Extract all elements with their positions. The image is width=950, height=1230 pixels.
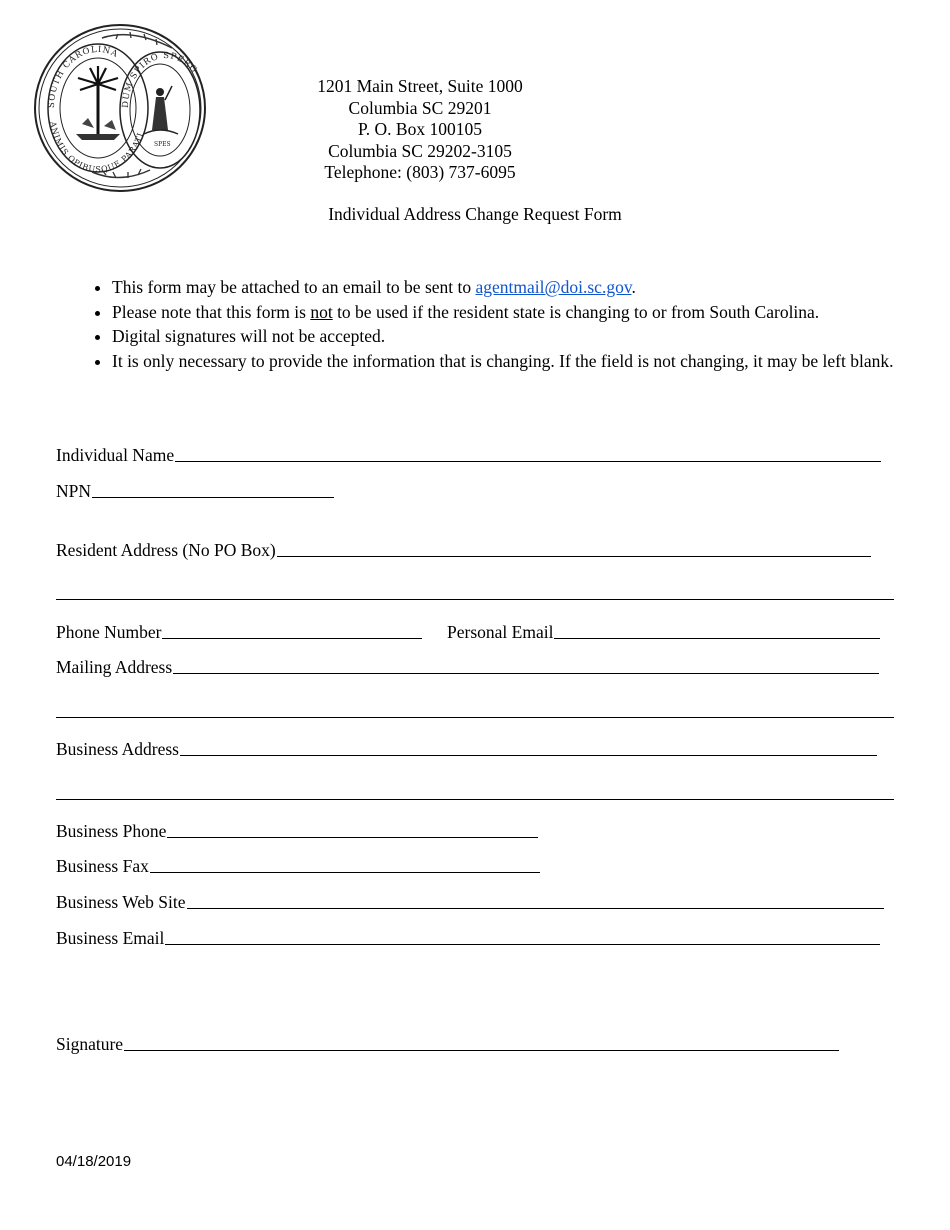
business-email-label: Business Email — [56, 928, 165, 948]
agentmail-email-link[interactable]: agentmail@doi.sc.gov — [475, 277, 632, 297]
resident-address-label: Resident Address (No PO Box) — [56, 540, 276, 560]
instruction-item: • Please note that this form is not to be used if the resident state is changing to or from South Carolina. — [112, 301, 898, 323]
business-email-input-line[interactable] — [165, 944, 880, 945]
resident-address-field — [56, 539, 871, 561]
personal-email-input-line[interactable] — [554, 638, 880, 639]
mailing-address-label: Mailing Address — [56, 657, 173, 677]
business-phone-input-line[interactable] — [167, 837, 538, 838]
address-line-1: 1201 Main Street, Suite 1000 — [317, 76, 523, 96]
business-fax-label: Business Fax — [56, 856, 149, 876]
business-address-field — [56, 738, 877, 760]
business-fax-field — [56, 855, 540, 877]
business-fax-input-line[interactable] — [150, 872, 540, 873]
personal-email-label: Personal Email — [447, 622, 554, 642]
instructions-list — [56, 276, 898, 374]
signature-field — [56, 1033, 839, 1055]
instruction-item: • It is only necessary to provide the information that is changing. If the field is not changing, it may be left blank. — [112, 350, 898, 372]
business-web-site-label: Business Web Site — [56, 892, 186, 912]
address-line-3: P. O. Box 100105 — [358, 119, 482, 139]
form-title: Individual Address Change Request Form — [328, 204, 622, 224]
individual-name-field — [56, 444, 881, 466]
business-email-field — [56, 927, 880, 949]
telephone-line: Telephone: (803) 737-6095 — [324, 162, 516, 182]
business-web-site-input-line[interactable] — [187, 908, 884, 909]
npn-input-line[interactable] — [92, 497, 334, 498]
business-phone-field — [56, 820, 538, 842]
address-line-2: Columbia SC 29201 — [348, 97, 492, 118]
business-address-input-line[interactable] — [180, 755, 877, 756]
svg-text:SOUTH CAROLINA — [47, 45, 120, 108]
agency-address-block — [270, 76, 570, 184]
mailing-address-input-line[interactable] — [173, 673, 879, 674]
address-line-4: Columbia SC 29202-3105 — [328, 140, 512, 161]
business-phone-label: Business Phone — [56, 821, 167, 841]
individual-name-input-line[interactable] — [175, 461, 881, 462]
seal-spes-text: SPES — [154, 141, 171, 148]
phone-number-input-line[interactable] — [162, 638, 422, 639]
instruction-item: • This form may be attached to an email to be sent to agentmail@doi.sc.gov. — [112, 276, 898, 298]
mailing-address-field — [56, 656, 879, 678]
mailing-address-continuation-line[interactable] — [56, 717, 894, 718]
business-address-continuation-line[interactable] — [56, 799, 894, 800]
signature-label: Signature — [56, 1034, 124, 1054]
not-emphasis: not — [310, 301, 333, 322]
phone-number-label: Phone Number — [56, 622, 162, 642]
npn-label: NPN — [56, 481, 92, 501]
instruction-item: • Digital signatures will not be accepted. — [112, 325, 898, 347]
npn-field — [56, 480, 334, 502]
resident-address-input-line[interactable] — [277, 556, 871, 557]
resident-address-continuation-line[interactable] — [56, 599, 894, 600]
state-seal-logo — [32, 22, 208, 194]
business-web-site-field — [56, 891, 884, 913]
revision-date: 04/18/2019 — [56, 1153, 132, 1170]
phone-number-field — [56, 621, 422, 643]
signature-input-line[interactable] — [124, 1050, 839, 1051]
personal-email-field — [447, 621, 880, 643]
seal-left-ring-text: SOUTH CAROLINA — [46, 44, 120, 109]
seal-right-ring-text: DUM SPIRO SPERO — [120, 50, 200, 109]
seal-left-bottom-text: ANIMIS OPIBUSQUE PARATI — [48, 120, 146, 175]
individual-name-label: Individual Name — [56, 445, 175, 465]
business-address-label: Business Address — [56, 739, 179, 759]
